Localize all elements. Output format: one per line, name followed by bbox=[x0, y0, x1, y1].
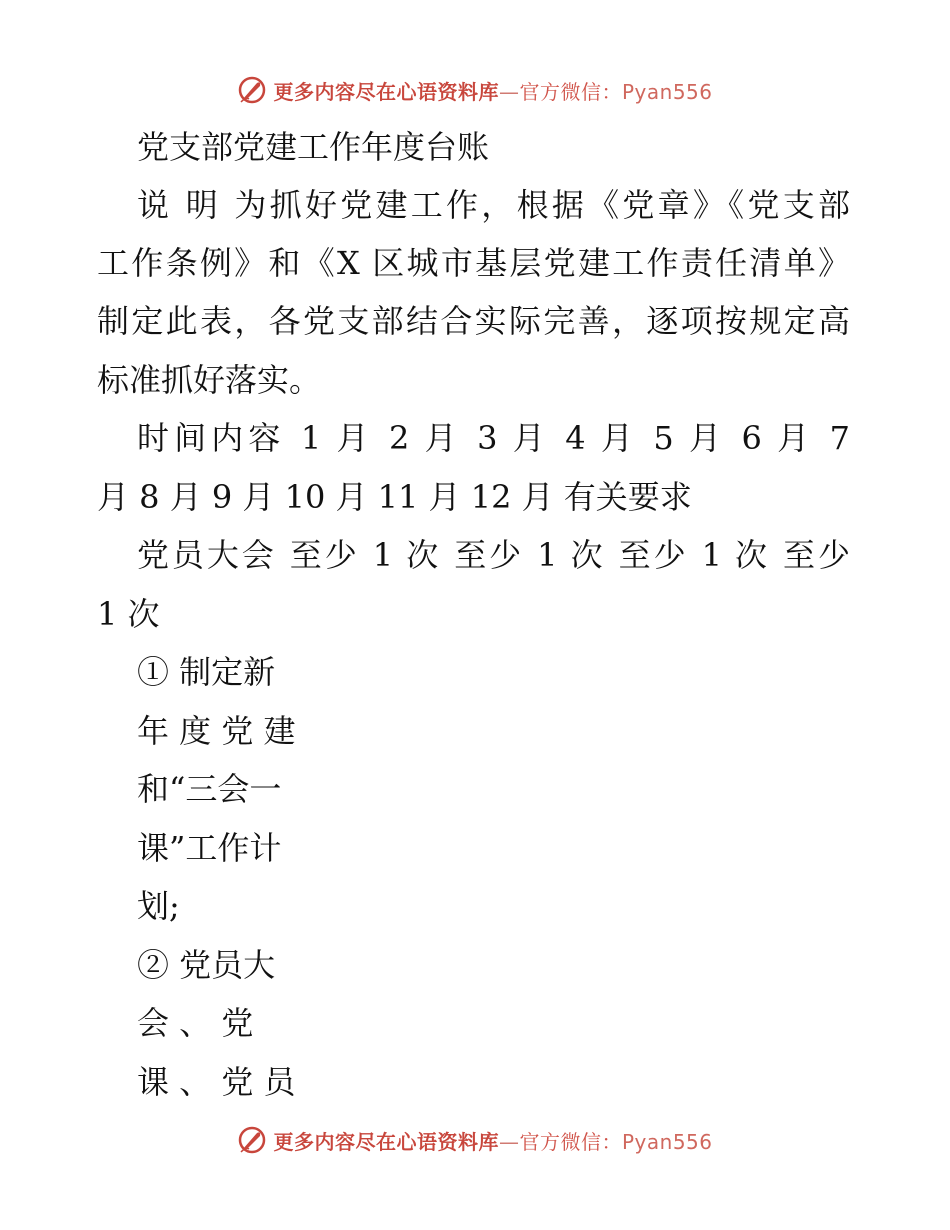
watermark-separator: — bbox=[498, 79, 520, 104]
paragraph-line: 课”工作计 bbox=[137, 829, 282, 867]
watermark-site-text: 更多内容尽在心语资料库 bbox=[273, 79, 499, 104]
watermark-wechat-id: Pyan556 bbox=[621, 1129, 713, 1154]
paragraph-line: 年 度 党 建 bbox=[137, 712, 296, 750]
paragraph-line: 和“三会一 bbox=[137, 770, 282, 808]
header-watermark bbox=[0, 72, 950, 108]
watermark-site-text: 更多内容尽在心语资料库 bbox=[273, 1129, 499, 1154]
paragraph-line: 制定此表，各党支部结合实际完善，逐项按规定高 bbox=[97, 302, 850, 340]
paragraph-line: 月 8 月 9 月 10 月 11 月 12 月 有关要求 bbox=[97, 478, 692, 516]
paragraph-line: 课 、 党 员 bbox=[137, 1063, 296, 1101]
quill-logo-icon bbox=[237, 1125, 267, 1155]
paragraph-line: 会 、 党 bbox=[137, 1004, 254, 1042]
watermark-wechat-label: 官方微信： bbox=[519, 1129, 622, 1154]
paragraph-line: 说 明 为抓好党建工作，根据《党章》《党支部 bbox=[137, 186, 850, 224]
paragraph-line: 划; bbox=[137, 887, 180, 925]
paragraph-line: 标准抓好落实。 bbox=[97, 361, 322, 399]
watermark-separator: — bbox=[498, 1129, 520, 1154]
watermark-wechat-id: Pyan556 bbox=[621, 79, 713, 104]
paragraph-line: 1 次 bbox=[97, 595, 160, 633]
watermark-wechat-label: 官方微信： bbox=[519, 79, 622, 104]
quill-logo-icon bbox=[237, 75, 267, 105]
paragraph-line: 党员大会 至少 1 次 至少 1 次 至少 1 次 至少 bbox=[137, 536, 850, 574]
paragraph-line: 时间内容 1 月 2 月 3 月 4 月 5 月 6 月 7 bbox=[137, 419, 850, 457]
footer-watermark bbox=[0, 1122, 950, 1158]
paragraph-line: ② 党员大 bbox=[137, 946, 276, 984]
document-title: 党支部党建工作年度台账 bbox=[137, 128, 490, 166]
paragraph-line: ① 制定新 bbox=[137, 653, 276, 691]
paragraph-line: 工作条例》和《X 区城市基层党建工作责任清单》 bbox=[97, 244, 850, 282]
